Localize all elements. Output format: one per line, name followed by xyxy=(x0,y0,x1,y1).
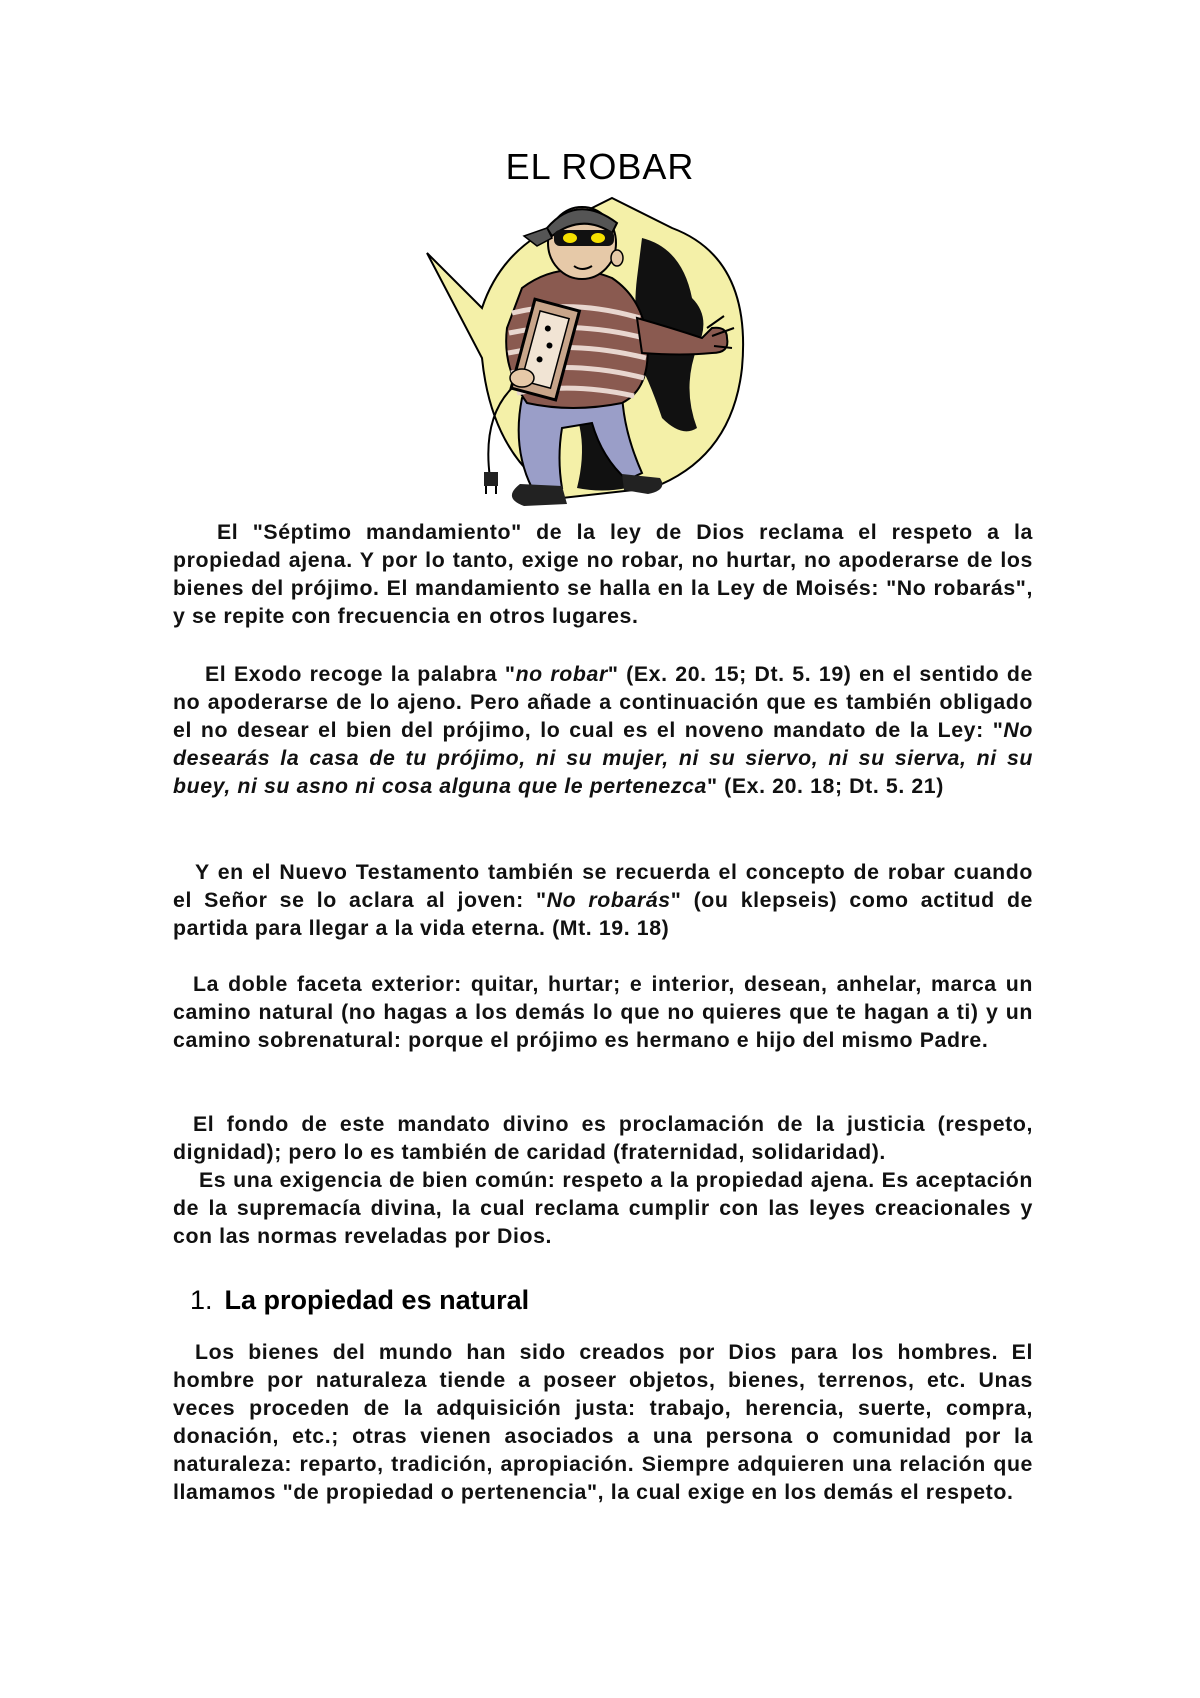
paragraph-5-text-a: El fondo de este mandato divino es proclamación de la justicia (respeto, dignidad); pero lo es también de caridad (fraternidad, solidaridad). xyxy=(173,1112,1033,1164)
paragraph-6-text: Los bienes del mundo han sido creados por Dios para los hombres. El hombre por naturaleza tiende a poseer objetos, bienes, terrenos, etc. Unas veces proceden de la adquisición justa: trabajo, herencia, suerte, compra, donación, etc.; otras vienen asociados a una persona o comunidad por la naturaleza: reparto, tradición, apropiación. Siempre adquieren una relación que llamamos "de propiedad o pertenencia", la cual exige en los demás el respeto. xyxy=(173,1340,1033,1504)
quote-no-robaras: No robarás xyxy=(546,888,671,912)
paragraph-2-text-a: El Exodo recoge la palabra " xyxy=(205,662,516,686)
section-heading xyxy=(190,1285,529,1316)
paragraph-5 xyxy=(173,1110,1033,1250)
paragraph-3 xyxy=(173,858,1033,942)
quote-no-robar: no robar xyxy=(515,662,608,686)
paragraph-2-text-e: " (Ex. 20. 18; Dt. 5. 21) xyxy=(706,774,944,798)
quote-ninth-commandment: No desearás la casa de tu prójimo, ni su mujer, ni su siervo, ni su sierva, ni su buey, ni su asno ni cosa alguna que le pertenezca xyxy=(173,718,1033,798)
paragraph-2-text-c: " (Ex. 20. 15; Dt. 5. 19) en el sentido de no apoderarse de lo ajeno. Pero añade a continuación que es también obligado el no desear el bien del prójimo, lo cual es el noveno mandato de la Ley: " xyxy=(173,662,1033,742)
thief-clipart-icon xyxy=(412,188,792,518)
paragraph-4 xyxy=(173,970,1033,1054)
section-title: La propiedad es natural xyxy=(224,1285,530,1315)
paragraph-2 xyxy=(173,660,1033,800)
paragraph-1-text: El "Séptimo mandamiento" de la ley de Dios reclama el respeto a la propiedad ajena. Y por lo tanto, exige no robar, no hurtar, no apoderarse de los bienes del prójimo. El mandamiento se halla en la Ley de Moisés: "No robarás", y se repite con frecuencia en otros lugares. xyxy=(173,520,1033,628)
paragraph-1 xyxy=(173,518,1033,630)
section-number: 1. xyxy=(190,1285,213,1315)
paragraph-4-text: La doble faceta exterior: quitar, hurtar; e interior, desean, anhelar, marca un camino natural (no hagas a los demás lo que no quieres que te hagan a ti) y un camino sobrenatural: porque el prójimo es hermano e hijo del mismo Padre. xyxy=(173,972,1033,1052)
paragraph-6 xyxy=(173,1338,1033,1506)
paragraph-5-text-b: Es una exigencia de bien común: respeto a la propiedad ajena. Es aceptación de la supremacía divina, la cual reclama cumplir con las leyes creacionales y con las normas reveladas por Dios. xyxy=(173,1168,1033,1248)
page-title: EL ROBAR xyxy=(505,146,695,187)
paragraph-3-text-a: Y en el Nuevo Testamento también se recuerda el concepto de robar cuando el Señor se lo aclara al joven: " xyxy=(173,860,1033,912)
paragraph-3-text-c: " (ou klepseis) como actitud de partida para llegar a la vida eterna. (Mt. 19. 18) xyxy=(173,888,1034,940)
